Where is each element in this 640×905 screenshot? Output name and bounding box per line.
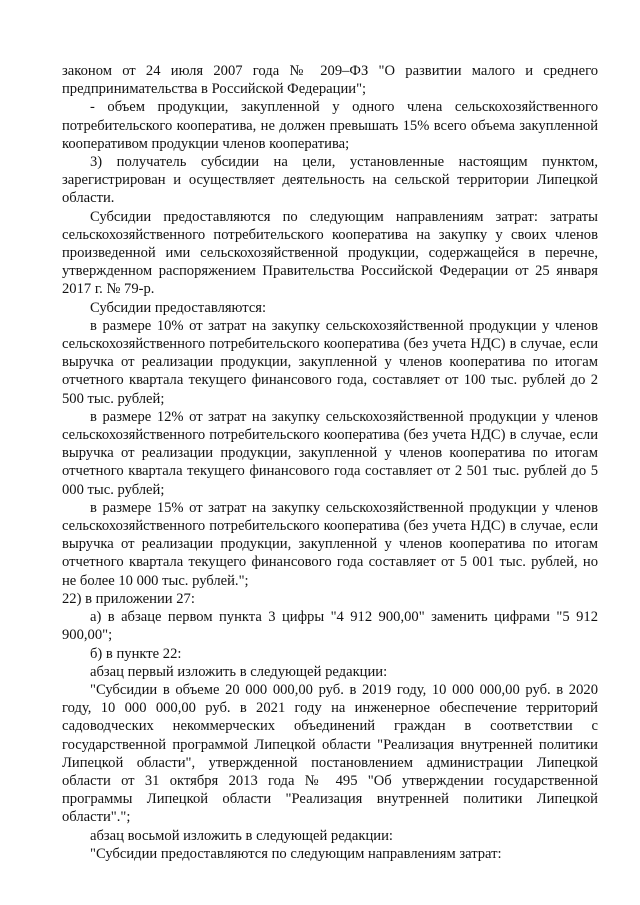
paragraph-rate-10-percent: в размере 10% от затрат на закупку сельскохозяйственной продукции у членов сельскохозяйственного потребительского кооператива (без учета НДС) в случае, если выручка от реализации продукции, закупленной у членов кооператива по итогам отчетного квартала текущего финансового года, составляет от 100 тыс. рублей до 2 500 тыс. рублей; <box>62 317 598 407</box>
paragraph-recipient-registration: 3) получатель субсидии на цели, установленные настоящим пунктом, зарегистрирован и осуществляет деятельность на сельской территории Липецкой области. <box>62 154 598 207</box>
paragraph-item-a: а) в абзаце первом пункта 3 цифры "4 912 900,00" заменить цифрами "5 912 900,00"; <box>62 609 598 644</box>
paragraph-law-reference: законом от 24 июля 2007 года № 209–ФЗ "О развитии малого и среднего предпринимательства в Российской Федерации"; <box>62 63 598 98</box>
document-page <box>62 62 598 863</box>
paragraph-first-abzac: абзац первый изложить в следующей редакции: <box>90 663 388 680</box>
paragraph-item-22: 22) в приложении 27: <box>62 590 195 607</box>
paragraph-eighth-abzac: абзац восьмой изложить в следующей редакции: <box>90 827 393 844</box>
paragraph-rate-15-percent: в размере 15% от затрат на закупку сельскохозяйственной продукции у членов сельскохозяйственного потребительского кооператива (без учета НДС) в случае, если выручка от реализации продукции, закупленной у членов кооператива по итогам отчетного квартала текущего финансового года составляет от 5 001 тыс. рублей, но не более 10 000 тыс. рублей."; <box>62 499 598 589</box>
paragraph-volume-limit: - объем продукции, закупленной у одного члена сельскохозяйственного потребительского кооператива, не должен превышать 15% всего объема закупленной кооперативом продукции членов кооператива; <box>62 99 598 152</box>
paragraph-rate-12-percent: в размере 12% от затрат на закупку сельскохозяйственной продукции у членов сельскохозяйственного потребительского кооператива (без учета НДС) в случае, если выручка от реализации продукции, закупленной у членов кооператива по итогам отчетного квартала текущего финансового года составляет от 2 501 тыс. рублей до 5 000 тыс. рублей; <box>62 408 598 498</box>
paragraph-subsidy-provided: Субсидии предоставляются: <box>90 299 267 316</box>
paragraph-subsidy-directions: Субсидии предоставляются по следующим направлениям затрат: затраты сельскохозяйственного потребительского кооператива на закупку у своих членов произведенной ими сельскохозяйственной продукции, содержащейся в перечне, утвержденном распоряжением Правительства Российской Федерации от 25 января 2017 г. № 79-р. <box>62 208 598 298</box>
paragraph-directions-quote: "Субсидии предоставляются по следующим направлениям затрат: <box>90 845 502 862</box>
paragraph-item-b: б) в пункте 22: <box>90 645 182 662</box>
paragraph-subsidy-volume: "Субсидии в объеме 20 000 000,00 руб. в 2019 году, 10 000 000,00 руб. в 2020 году, 10 000 000,00 руб. в 2021 году на инженерное обеспечение территорий садоводческих некоммерческих объединений граждан в соответствии с государственной программой Липецкой области "Реализация внутренней политики Липецкой области", утвержденной постановлением администрации Липецкой области от 31 октября 2013 года № 495 "Об утверждении государственной программы Липецкой области "Реализация внутренней политики Липецкой области"."; <box>62 681 598 826</box>
